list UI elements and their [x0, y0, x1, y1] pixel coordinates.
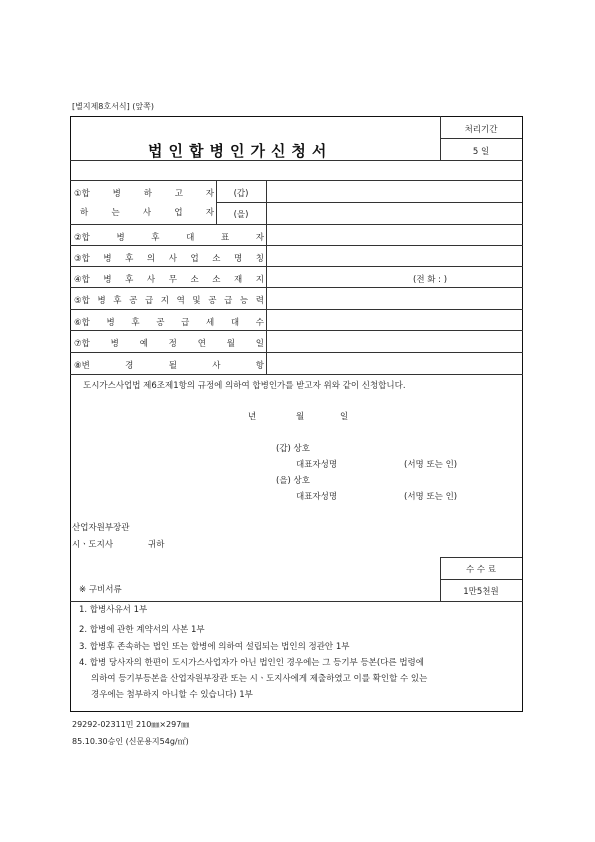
phone-label: (전 화 : )	[413, 275, 448, 285]
party-b-sign: (서명 또는 인)	[404, 492, 458, 502]
row-label-households: ⑥합 병 후 공 급 세 대 수	[74, 318, 264, 328]
party-b-label: (을)	[233, 210, 249, 220]
document-item-4-line3: 경우에는 첨부하지 아니할 수 있습니다) 1부	[91, 690, 253, 700]
party-a-label: (갑)	[233, 189, 249, 199]
party-b-field[interactable]	[268, 203, 520, 223]
applicant-label-line1: ①합 병 하 고 자	[74, 189, 214, 199]
recipient-honorific: 귀하	[148, 540, 165, 550]
merger-date-field[interactable]	[268, 331, 520, 350]
supply-area-field[interactable]	[268, 288, 520, 307]
party-a-representative: 대표자성명	[296, 460, 338, 470]
recipient-minister: 산업자원부장관	[72, 523, 130, 533]
party-a-field[interactable]	[268, 181, 520, 201]
business-name-field[interactable]	[268, 246, 520, 265]
applicant-label-line2: 하 는 사 업 자	[80, 208, 214, 218]
fee-label: 수 수 료	[465, 565, 497, 575]
form-number-header: [별지제8호서식] (앞쪽)	[72, 102, 154, 111]
processing-period-label: 처리기간	[464, 125, 498, 135]
row-label-changes: ⑧변 경 될 사 항	[74, 361, 264, 371]
party-b-representative: 대표자성명	[296, 492, 338, 502]
document-item-3: 3. 합병후 존속하는 법인 또는 합병에 의하여 설립되는 법인의 정관안 1부	[79, 642, 350, 652]
households-field[interactable]	[268, 310, 520, 329]
party-a-company: (갑) 상호	[276, 444, 310, 454]
representative-field[interactable]	[268, 225, 520, 244]
date-month: 월	[296, 412, 305, 422]
party-a-sign: (서명 또는 인)	[404, 460, 458, 470]
date-year: 년	[248, 412, 257, 422]
recipient-governor: 시ㆍ도지사	[72, 540, 114, 550]
row-label-merger-date: ⑦합 병 예 정 연 월 일	[74, 339, 264, 349]
row-label-representative: ②합 병 후 대 표 자	[74, 233, 264, 243]
processing-period-value: 5 일	[472, 147, 490, 157]
form-title: 법인합병인가신청서	[148, 142, 333, 160]
document-item-1: 1. 합병사유서 1부	[79, 605, 148, 615]
documents-heading: ※ 구비서류	[79, 585, 122, 595]
fee-value: 1만5천원	[463, 587, 499, 597]
footer-form-code: 29292-02311민 210㎜×297㎜	[72, 720, 190, 729]
row-label-business-name: ③합 병 후 의 사 업 소 명 칭	[74, 254, 264, 264]
changes-field[interactable]	[268, 353, 520, 372]
office-address-field[interactable]	[268, 267, 408, 286]
document-item-4-line1: 4. 합병 당사자의 한편이 도시가스사업자가 아닌 법인인 경우에는 그 등기부 등본(다른 법령에	[79, 658, 424, 668]
document-item-4-line2: 의하여 등기부등본을 산업자원부장관 또는 시ㆍ도지사에게 제출하였고 이를 확인할 수 있는	[91, 674, 428, 684]
footer-approval: 85.10.30승인 (신문용지54g/㎡)	[72, 737, 189, 746]
date-day: 일	[340, 412, 349, 422]
row-label-office-address: ④합 병 후 사 무 소 소 재 지	[74, 275, 264, 285]
application-statement: 도시가스사업법 제6조제1항의 규정에 의하여 합병인가를 받고자 위와 같이 신청합니다.	[83, 381, 406, 391]
row-label-supply-area: ⑤합 병 후 공 급 지 역 및 공 급 능 력	[74, 296, 264, 306]
party-b-company: (을) 상호	[276, 476, 310, 486]
document-item-2: 2. 합병에 관한 계약서의 사본 1부	[79, 625, 205, 635]
